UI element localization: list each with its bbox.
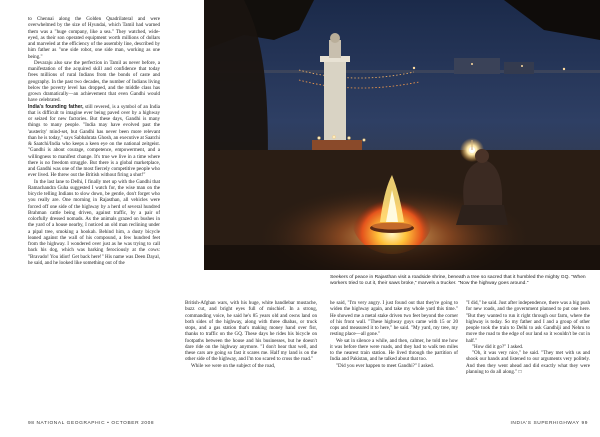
section-lead-in: India's founding father, [28, 103, 84, 110]
paragraph-text: "Oh, it was very nice," he said. "They met with us and shook our hands and listened to our arguments very politely. And then they went ahead and did exactly what they were planning to do all along." [466, 350, 590, 375]
folio-right: INDIA'S SUPERHIGHWAY 99 [510, 421, 588, 426]
paragraph: "How did it go?" I asked. [472, 343, 524, 350]
paragraph: We sat in silence a while, and then, calmer, he told me how it was before there were roads, and they had to walk ten miles to the nearest train station. He lived through the partition of India and Pakistan, and he talked about that too. [330, 337, 458, 363]
paragraph: to Chennai along the Golden Quadrilateral and were overwhelmed by the size of Hyundai, which Tamil had warned them was a "huge company, like a sea." They watched, wide-eyed, as their son operated equipment worth millions of dollars and marveled at the efficiency of the assembly line, described by him father as "one side robot, one side man, working as one being." [28, 16, 160, 60]
paragraph: he said, "I'm very angry. I just found out that they're going to widen the highway again, and take my whole yard this time." He showed me a metal stake driven two feet beyond the corner of his front wall. "These highway guys came with 15 or 20 cops and measured it to here," he said. "My yard, my tree, my resting place—all gone." [330, 300, 458, 338]
paragraph [28, 104, 160, 179]
text-column-3 [330, 300, 458, 418]
text-column-4 [466, 300, 590, 418]
folio-left: 98 NATIONAL GEOGRAPHIC • OCTOBER 2008 [28, 421, 155, 426]
left-text-column [28, 16, 160, 400]
paragraph: British-Afghan wars, with his huge, white handlebar mustache, buzz cut, and bright eyes full of mischief. In a strong, commanding voice, he said he's 85 years old and owns land on both sides of the highway, along with three dhabas, or truck stops, and a gas station that's making money hand over fist, thanks to traffic on the GQ. These days he rides his bicycle on footpaths between the house and his businesses, but he doesn't dare ride on the highway anymore. "I don't hear that well, and these cars are going so fast it scares me. Half my land is on the other side of the highway, and I'm too scared to cross the road." [185, 300, 317, 363]
paragraph: While we were on the subject of the road, [191, 362, 276, 369]
paragraph: In the last lane to Delhi, I finally met up with the Gandhi that Ramachandra Guha suggested I watch for, the wise man on the bicycle telling Indians to slow down, be gentle, don't forget who you really are. One morning in Rajasthan, all vehicles were forced off one side of the highway by a herd of several hundred Brahman cattle being driven, against traffic, by a pair of colorfully dressed nomads. As the animals grazed on bushes in the yard of a house nearby, I noticed an old man reclining under a pipal tree, smoking a hookah. Behind him, a dusty bicycle leaned against the wall of his compound, a few hundred feet from the highway. I wondered over just as he was trying to call back his dog, which was barking ferociously at the cows: "Bravado! You idiot! Get back here!" His name was Deen Dayal, he said, and he looked like something out of the [28, 178, 160, 266]
text-column-2 [185, 300, 317, 418]
end-mark: □ [518, 368, 522, 375]
paragraph [466, 350, 590, 375]
paragraph: "I did," he said. Just after independence, there was a big push for new roads, and the government planned to put one here. "But they wanted to run it right through our farm, where the highway is today. So my father and I and a group of other people took the train to Delhi to ask Gandhiji and Nehru to move the road to the edge of our land so it wouldn't be cut in half." [466, 300, 590, 344]
shrine-photo [204, 0, 600, 270]
caption-text: Seekers of peace in Rajasthan visit a roadside shrine, beneath a tree so sacred that it humbled the mighty GQ. "When workers tried to cut it, their saws broke," marvels a trucker. "Now the highway goes around." [330, 275, 586, 287]
paragraph: Devaraju also saw the perfection in Tamil as never before, a manifestation of the acquired skill and confidence that today frees millions of rural Indians from the bonds of caste and geography. In the past two decades, the number of Indians living below the poverty level has dropped, and the middle class has grown dramatically—an achievement that even Gandhi would have celebrated. [28, 59, 160, 104]
paragraph: "Did you ever happen to meet Gandhi?" I asked. [336, 362, 434, 369]
paragraph-text: still revered, is a symbol of an India that is difficult to imagine ever being paved over by a highway or seized for new factories. But these days, Gandhi is many things to many people. "India may have evolved past the 'austerity' mind-set, but Gandhi has never been more relevant than he is today," says Sabbahrata Ghosh, an executive at Saatchi & Saatchi/India who keeps a keen eye on the national zeitgeist. "Gandhi is about courage, competence, empowerment, and a willingness to manifest change. It's true we live in a time where there is no freedom struggle. But there is a global marketplace, and Gandhi was one of the most fiercely competitive people who ever lived. He threw out the British without firing a shot!" [28, 103, 160, 179]
roadside-shrine-image [204, 0, 600, 270]
photo-caption [330, 275, 592, 287]
